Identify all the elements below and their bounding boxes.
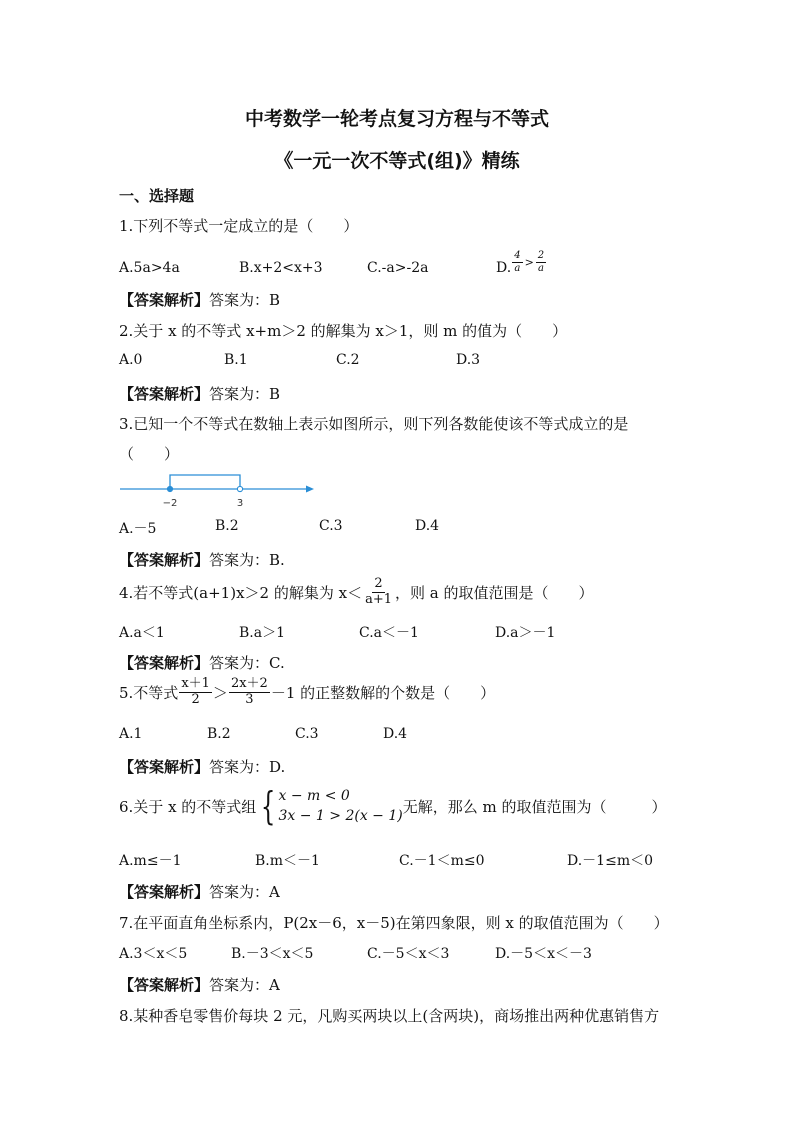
system-line-2: 3x − 1 > 2(x − 1): [278, 808, 403, 824]
question-7-option-a: A.3＜x＜5: [119, 946, 188, 962]
question-1-option-c: C.-a>-2a: [367, 260, 429, 276]
question-6-answer: 【答案解析】答案为：A: [119, 883, 280, 901]
question-6-option-d: D.－1≤m＜0: [567, 853, 653, 869]
question-4-answer: 【答案解析】答案为：C.: [119, 654, 285, 672]
answer-label: 【答案解析】: [119, 551, 210, 569]
question-2-option-a: A.0: [119, 352, 143, 368]
question-7-option-d: D.－5＜x＜－3: [495, 946, 592, 962]
fraction-2x-plus-2-over-3: $\frac{2x+2}{3}$: [230, 676, 268, 707]
question-4-option-b: B.a＞1: [239, 625, 285, 641]
number-line-figure: [118, 466, 318, 512]
open-dot: [237, 486, 242, 491]
solution-bracket: [170, 475, 240, 489]
question-2-option-c: C.2: [336, 352, 360, 368]
question-7-stem: 7.在平面直角坐标系内，P(2x－6，x－5)在第四象限，则 x 的取值范围为（ ）: [119, 914, 669, 932]
answer-label: 【答案解析】: [119, 654, 210, 672]
closed-dot: [167, 486, 172, 491]
fraction-2-over-a-plus-1: $\frac{2}{a+1}$: [365, 576, 392, 607]
question-7-option-c: C.－5＜x＜3: [367, 946, 450, 962]
page-title: 中考数学一轮考点复习方程与不等式: [244, 108, 549, 130]
question-5-option-d: D.4: [383, 726, 408, 742]
tick-label-3: 3: [236, 498, 244, 509]
question-5-answer: 【答案解析】答案为：D.: [119, 758, 286, 776]
question-7-option-b: B.－3＜x＜5: [231, 946, 314, 962]
question-1-option-a: A.5a>4a: [119, 260, 180, 276]
question-3-option-d: D.4: [415, 518, 440, 534]
question-4-stem: 4.若不等式(a+1)x＞2 的解集为 x＜ $\frac{2}{a+1}$ ，则 a 的取值范围是（ ）: [119, 576, 594, 607]
answer-label: 【答案解析】: [119, 758, 210, 776]
question-5-option-c: C.3: [295, 726, 319, 742]
question-3-option-a: A.－5: [119, 521, 157, 537]
system-line-1: x − m < 0: [278, 788, 350, 804]
page-subtitle: 《一元一次不等式(组)》精练: [274, 150, 520, 172]
greater-than: >: [524, 255, 534, 269]
question-1-option-d: [496, 248, 547, 276]
tick-label-minus-2: −2: [162, 498, 178, 509]
question-6-option-c: C.－1＜m≤0: [399, 853, 485, 869]
question-2-option-b: B.1: [224, 352, 248, 368]
question-3-paren: （ ）: [119, 445, 180, 463]
question-5-option-a: A.1: [119, 726, 143, 742]
question-6-option-b: B.m＜－1: [255, 853, 320, 869]
question-3-answer: 【答案解析】答案为：B.: [119, 551, 285, 569]
question-4-option-d: D.a＞－1: [495, 625, 556, 641]
fraction-4-over-a: $\frac{4}{a}$: [514, 250, 521, 274]
left-brace: {: [261, 784, 276, 828]
fraction-x-plus-1-over-2: $\frac{x+1}{2}$: [181, 676, 210, 707]
inequality-system: [256, 786, 402, 826]
question-2-answer: 【答案解析】答案为：B: [119, 385, 281, 403]
question-7-answer: 【答案解析】答案为：A: [119, 976, 280, 994]
question-2-stem: 2.关于 x 的不等式 x+m＞2 的解集为 x＞1，则 m 的值为（ ）: [119, 322, 568, 340]
option-d-prefix: D.: [496, 260, 512, 276]
section-heading: 一、选择题: [119, 187, 195, 205]
answer-label: 【答案解析】: [119, 976, 210, 994]
question-1-option-b: B.x+2<x+3: [239, 260, 323, 276]
question-2-option-d: D.3: [456, 352, 481, 368]
question-6-option-a: A.m≤－1: [119, 853, 182, 869]
question-3-option-c: C.3: [319, 518, 343, 534]
question-5-option-b: B.2: [207, 726, 231, 742]
question-4-option-a: A.a＜1: [119, 625, 165, 641]
fraction-2-over-a: $\frac{2}{a}$: [537, 250, 545, 274]
question-4-option-c: C.a＜－1: [359, 625, 419, 641]
question-1-stem: 1.下列不等式一定成立的是（ ）: [119, 217, 359, 235]
answer-label: 【答案解析】: [119, 291, 210, 309]
question-3-stem: 3.已知一个不等式在数轴上表示如图所示，则下列各数能使该不等式成立的是: [119, 415, 629, 433]
question-1-answer: 【答案解析】答案为：B: [119, 291, 281, 309]
answer-label: 【答案解析】: [119, 883, 210, 901]
number-line-arrow: [306, 486, 314, 493]
question-3-option-b: B.2: [215, 518, 239, 534]
answer-label: 【答案解析】: [119, 385, 210, 403]
question-6-stem: 6.关于 x 的不等式组 { x − m < 0 3x − 1 > 2(x − 1) 无解，那么 m 的取值范围为（ ）: [119, 784, 667, 828]
question-5-stem: 5.不等式 $\frac{x+1}{2}$ ＞ $\frac{2x+2}{3}$ －1 的正整数解的个数是（ ）: [119, 676, 496, 707]
question-8-stem: 8.某种香皂零售价每块 2 元，凡购买两块以上(含两块)，商场推出两种优惠销售方: [119, 1007, 660, 1025]
